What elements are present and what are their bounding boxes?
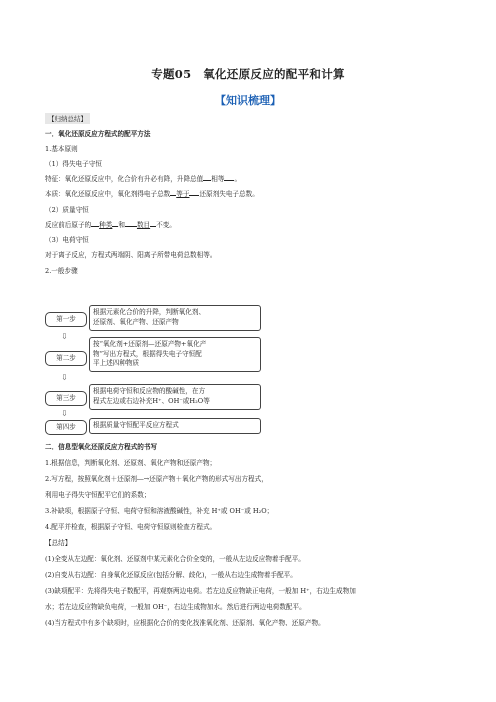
down-arrow-icon: ⇩ [61, 332, 68, 341]
step-4-label: 第四步 [45, 420, 87, 435]
summary-item: 水；若左边反应物缺负电荷，一般加 OH⁻，右边生成物加水。然后进行两边电荷数配平。 [45, 603, 306, 611]
basic-principle: 1.基本原则 [45, 145, 78, 153]
mass-conservation: （2）质量守恒 [45, 206, 89, 214]
writing-step: 2.写方程，按照氧化剂＋还原剂―→还原产物＋氧化产物的形式写出方程式， [45, 475, 268, 483]
step-1-label: 第一步 [45, 312, 87, 327]
step-4-line: 根据质量守恒配平反应方程式 [93, 421, 179, 429]
writing-step: 4.配平并检查，根据原子守恒、电荷守恒原则检查方程式。 [45, 523, 217, 531]
step-3-line: 根据电荷守恒和反应物的酸碱性，在方 [93, 387, 206, 395]
step-2-line: 平上述四种物质 [93, 359, 140, 367]
down-arrow-icon: ⇩ [61, 373, 68, 382]
step-2-line: 按“氧化剂+还原剂—还原产物+氧化产 [93, 340, 207, 348]
step-2-box [89, 337, 261, 372]
step-2-line: 物”写出方程式，根据得失电子守恒配 [93, 349, 202, 358]
mass-line: 反应前后原子的 种类 和 数目 不变。 [45, 221, 176, 229]
section-subtitle: 【知识梳理】 [215, 94, 281, 107]
step-1-box [89, 305, 261, 331]
section-heading-2: 二．信息型氧化还原反应方程式的书写 [45, 443, 158, 451]
step-2-label: 第二步 [45, 351, 87, 366]
down-arrow-icon: ⇩ [61, 409, 68, 418]
section-heading-1: 一．氧化还原反应方程式的配平方法 [45, 130, 151, 138]
step-1-line: 还原剂、氧化产物、还原产物 [93, 317, 179, 326]
writing-step: 利用电子得失守恒配平它们的系数； [45, 491, 151, 499]
step-3-box [89, 384, 261, 410]
charge-line: 对于离子反应，方程式两端阴、阳离子所带电荷总数相等。 [45, 251, 217, 259]
summary-heading: 【总结】 [45, 539, 72, 547]
feature-line: 特征：氧化还原反应中，化合价有升必有降，升降总值 相等 。 [45, 175, 242, 183]
writing-step: 3.补缺项，根据原子守恒、电荷守恒和溶液酸碱性，补充 H⁺或 OH⁻或 H₂O； [45, 507, 274, 515]
step-1-line: 根据元素化合价的升降，判断氧化剂、 [93, 308, 206, 316]
step-3-line: 程式左边或右边补充H⁺、OH⁻或H₂O等 [93, 396, 210, 405]
summary-tag: 【归纳总结】 [45, 113, 90, 124]
writing-step: 1.根据信息，判断氧化剂、还原剂、氧化产物和还原产物； [45, 459, 217, 467]
step-3-label: 第三步 [45, 391, 87, 406]
charge-conservation: （3）电荷守恒 [45, 236, 89, 244]
step-4-box [89, 418, 261, 434]
summary-item: (4)当方程式中有多个缺项时，应根据化合价的变化找准氧化剂、还原剂、氧化产物、还原产物。 [45, 619, 325, 627]
summary-item: (1)全变从左边配：氧化剂、还原剂中某元素化合价全变的，一般从左边反应物着手配平。 [45, 555, 305, 563]
summary-item: (3)缺项配平：先将得失电子数配平，再观察两边电荷。若左边反应物缺正电荷，一般加 H⁺，右边生成物加 [45, 587, 356, 595]
essence-line: 本质：氧化还原反应中，氧化剂得电子总数 等于 还原剂失电子总数。 [45, 190, 259, 198]
summary-item: (2)自变从右边配：自身氧化还原反应(包括分解、歧化)，一般从右边生成物着手配平。 [45, 571, 297, 579]
general-steps: 2.一般步骤 [45, 267, 78, 275]
electron-conservation: （1）得失电子守恒 [45, 160, 102, 168]
page-title: 专题05 氧化还原反应的配平和计算 [151, 67, 345, 81]
